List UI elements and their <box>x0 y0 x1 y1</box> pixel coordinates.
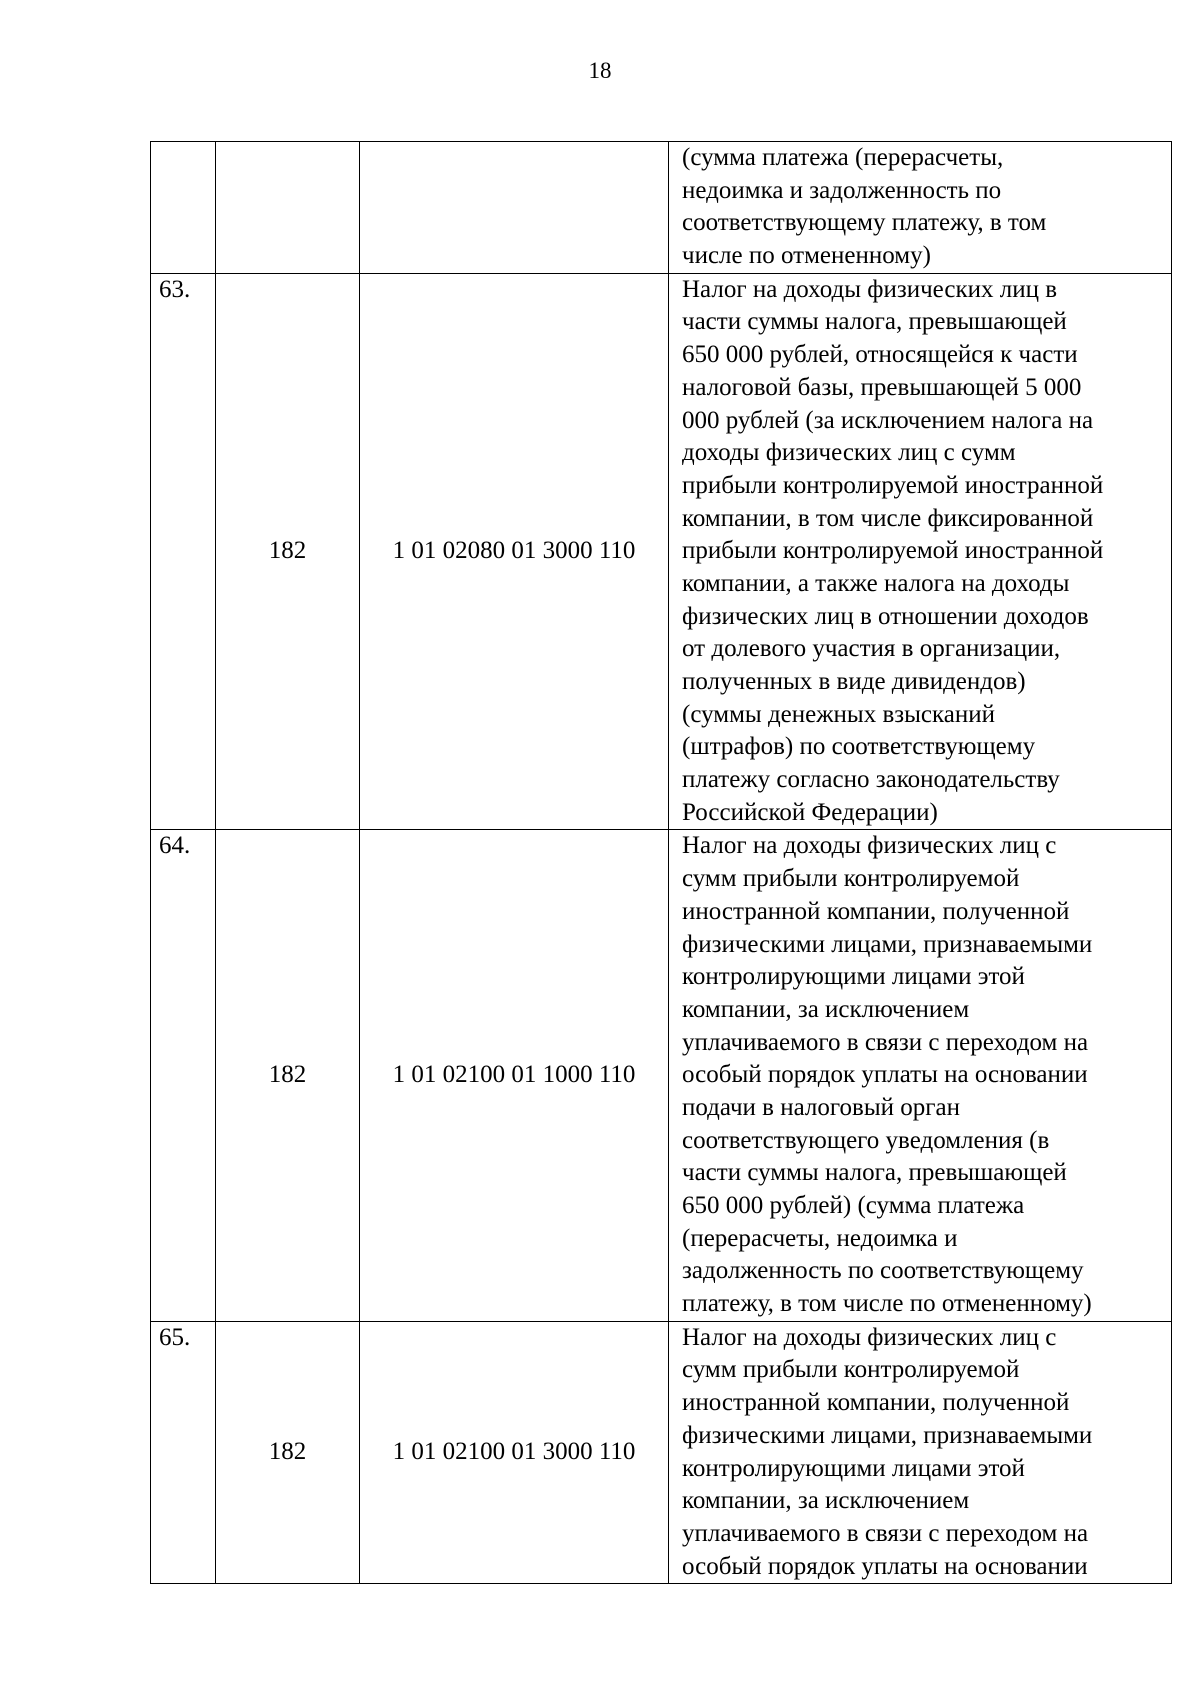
description-line: уплачиваемого в связи с переходом на <box>682 1519 1089 1547</box>
description-line: Налог на доходы физических лиц с <box>682 832 1057 860</box>
description-line: (суммы денежных взысканий <box>682 700 996 728</box>
income-description-cell <box>669 273 1172 830</box>
description-line: 650 000 рублей, относящейся к части <box>682 341 1078 369</box>
description-line: Российской Федерации) <box>682 798 938 826</box>
income-description-cell <box>669 142 1172 274</box>
description-line: платежу, в том числе по отмененному) <box>682 1290 1092 1318</box>
table-row <box>151 142 1172 274</box>
row-number-cell: 64. <box>151 830 216 1321</box>
description-line: доходы физических лиц с сумм <box>682 439 1016 467</box>
description-line: уплачиваемого в связи с переходом на <box>682 1028 1089 1056</box>
page-number: 18 <box>588 58 612 83</box>
description-line: 000 рублей (за исключением налога на <box>682 406 1094 434</box>
description-line: иностранной компании, полученной <box>682 897 1070 925</box>
budget-classification-code-cell: 1 01 02100 01 3000 110 <box>360 1321 669 1584</box>
description-line: Налог на доходы физических лиц в <box>682 275 1058 303</box>
description-line: физическими лицами, признаваемыми <box>682 1421 1093 1449</box>
description-line: недоимка и задолженность по <box>682 176 1002 204</box>
description-line: сумм прибыли контролируемой <box>682 1356 1020 1384</box>
description-line: особый порядок уплаты на основании <box>682 1061 1088 1089</box>
budget-codes-table <box>150 141 1172 1584</box>
description-line: (сумма платежа (перерасчеты, <box>682 144 1004 171</box>
description-line: контролирующими лицами этой <box>682 1454 1025 1482</box>
description-line: части суммы налога, превышающей <box>682 1159 1067 1187</box>
row-number-cell: 65. <box>151 1321 216 1584</box>
row-number-cell: 63. <box>151 273 216 830</box>
description-line: сумм прибыли контролируемой <box>682 865 1020 893</box>
description-line: иностранной компании, полученной <box>682 1389 1070 1417</box>
description-line: задолженность по соответствующему <box>682 1257 1084 1285</box>
table-row <box>151 1321 1172 1584</box>
description-line: части суммы налога, превышающей <box>682 308 1067 336</box>
description-line: подачи в налоговый орган <box>682 1093 960 1121</box>
description-line: платежу согласно законодательству <box>682 766 1060 794</box>
administrator-code-cell: 182 <box>216 830 360 1321</box>
description-line: компании, а также налога на доходы <box>682 569 1070 597</box>
description-line: компании, за исключением <box>682 995 970 1023</box>
row-number-cell <box>151 142 216 274</box>
description-line: полученных в виде дивидендов) <box>682 668 1026 695</box>
budget-classification-code-cell <box>360 142 669 274</box>
income-description-cell <box>669 830 1172 1321</box>
description-line: прибыли контролируемой иностранной <box>682 537 1104 565</box>
description-line: физическими лицами, признаваемыми <box>682 930 1093 958</box>
description-line: контролирующими лицами этой <box>682 963 1025 991</box>
description-line: числе по отмененному) <box>682 242 931 270</box>
description-line: (перерасчеты, недоимка и <box>682 1224 958 1252</box>
description-line: соответствующему платежу, в том <box>682 209 1047 237</box>
table-row <box>151 273 1172 830</box>
description-line: соответствующего уведомления (в <box>682 1126 1050 1154</box>
description-line: компании, в том числе фиксированной <box>682 504 1094 532</box>
description-line: прибыли контролируемой иностранной <box>682 471 1104 499</box>
administrator-code-cell <box>216 142 360 274</box>
budget-classification-code-cell: 1 01 02080 01 3000 110 <box>360 273 669 830</box>
budget-classification-code-cell: 1 01 02100 01 1000 110 <box>360 830 669 1321</box>
description-line: физических лиц в отношении доходов <box>682 602 1089 630</box>
description-line: особый порядок уплаты на основании <box>682 1552 1088 1580</box>
income-description-cell <box>669 1321 1172 1584</box>
description-line: налоговой базы, превышающей 5 000 <box>682 373 1082 401</box>
description-line: от долевого участия в организации, <box>682 635 1061 663</box>
description-line: компании, за исключением <box>682 1487 970 1515</box>
description-line: Налог на доходы физических лиц с <box>682 1323 1057 1351</box>
administrator-code-cell: 182 <box>216 273 360 830</box>
description-line: (штрафов) по соответствующему <box>682 733 1036 761</box>
table-row <box>151 830 1172 1321</box>
description-line: 650 000 рублей) (сумма платежа <box>682 1192 1025 1219</box>
administrator-code-cell: 182 <box>216 1321 360 1584</box>
